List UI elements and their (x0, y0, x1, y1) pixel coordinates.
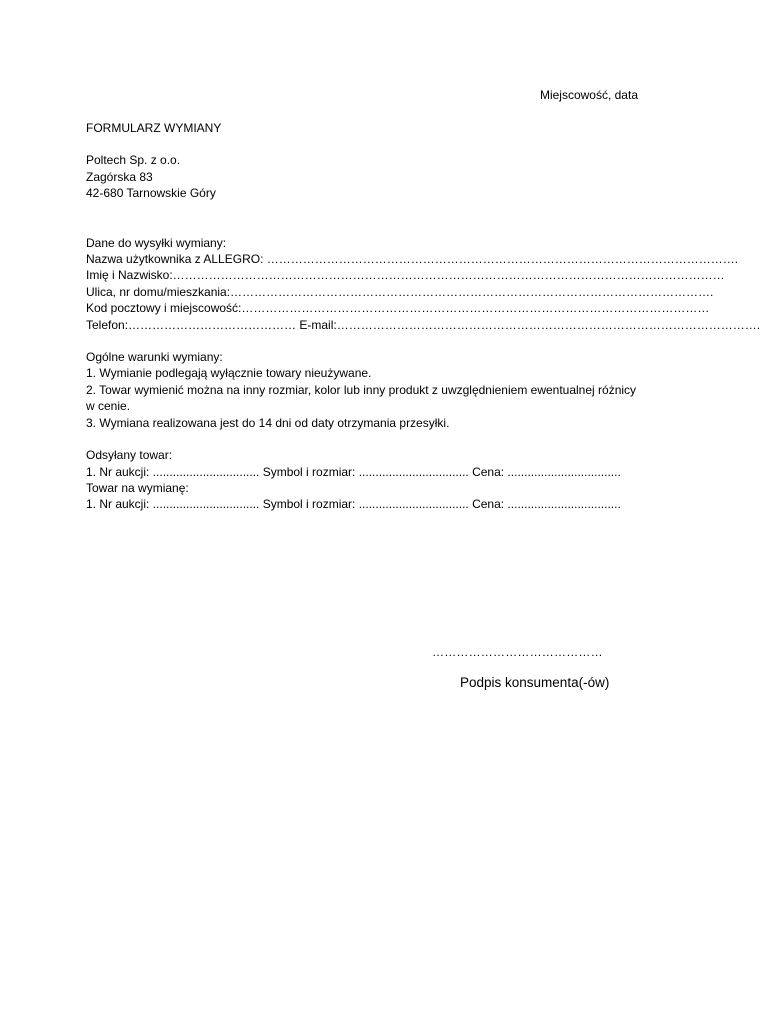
sent-goods-heading: Odsyłany towar: (86, 448, 173, 463)
company-street: Zagórska 83 (86, 169, 153, 184)
sent-goods-line: 1. Nr aukcji: ................................ Symbol i rozmiar: ................................. Cena: .................................. (86, 464, 621, 479)
postal-city-field: Kod pocztowy i miejscowość:……………………………………………………………………………………………………… (86, 301, 710, 316)
terms-item: 3. Wymiana realizowana jest do 14 dni od daty otrzymania przesyłki. (86, 415, 450, 430)
phone-email-field: Telefon:…………………………………… E-mail:……………………………………………………………………………………………. (86, 317, 760, 332)
company-city: 42-680 Tarnowskie Góry (86, 186, 216, 201)
sent-goods-section (86, 447, 646, 480)
street-address-field: Ulica, nr domu/mieszkania:…………………………………………………………………………………………………………. (86, 284, 714, 299)
form-body (86, 120, 760, 513)
shipping-heading: Dane do wysyłki wymiany: (86, 235, 227, 250)
company-address (86, 152, 646, 201)
exchange-goods-line: 1. Nr aukcji: ................................ Symbol i rozmiar: ................................. Cena: .................................. (86, 497, 621, 512)
terms-item: 1. Wymianie podlegają wyłącznie towary nieużywane. (86, 366, 372, 381)
exchange-goods-heading: Towar na wymianę: (86, 480, 189, 495)
form-title: FORMULARZ WYMIANY (86, 121, 222, 135)
terms-section (86, 349, 646, 431)
signature-line: …………………………………… (432, 645, 603, 659)
allegro-username-field: Nazwa użytkownika z ALLEGRO: ………………………………………………………………………………………………………. (86, 252, 739, 267)
exchange-goods-section (86, 480, 646, 513)
signature-block (432, 644, 632, 692)
shipping-section (86, 235, 760, 333)
signature-label: Podpis konsumenta(-ów) (460, 675, 610, 690)
terms-item: 2. Towar wymienić można na inny rozmiar, kolor lub inny produkt z uwzględnieniem ewentualnej różnicy w cenie. (86, 382, 637, 414)
place-date-label: Miejscowość, data (539, 88, 638, 102)
company-name: Poltech Sp. z o.o. (86, 153, 181, 168)
terms-heading: Ogólne warunki wymiany: (86, 350, 223, 365)
full-name-field: Imię i Nazwisko:………………………………………………………………………………………………………………………… (86, 268, 725, 283)
